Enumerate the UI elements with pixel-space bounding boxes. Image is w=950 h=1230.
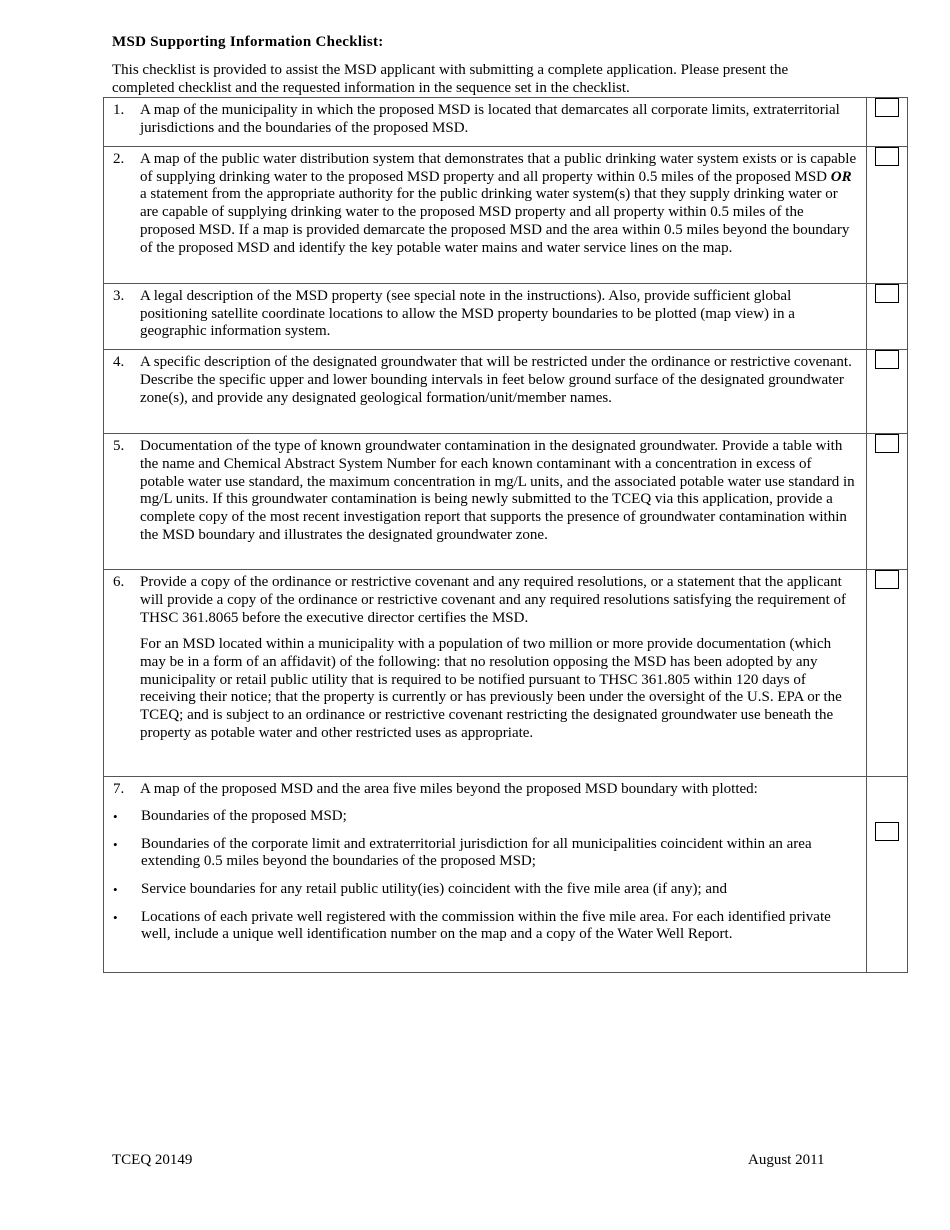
item-cell [104,570,867,777]
bullet-text: Locations of each private well registered with the commission within the five mile area. For each identified private well, include a unique well identification number on the map and a copy of the Water Well Report. [141,908,831,943]
or-emphasis: OR [830,168,852,185]
footer-form-id: TCEQ 20149 [112,1152,193,1168]
checkbox-item-7[interactable] [875,822,899,841]
checklist-table [103,97,908,973]
checkbox-cell [867,147,908,284]
item-number: 5. [113,438,125,455]
item-cell [104,434,867,570]
checkbox-cell [867,98,908,147]
intro-paragraph: This checklist is provided to assist the MSD applicant with submitting a complete application. Please present the completed checklist and the requested information in the sequence set in the checklist. [112,62,789,96]
footer-date: August 2011 [748,1152,825,1168]
item-text: A map of the proposed MSD and the area five miles beyond the proposed MSD boundary with plotted: [140,781,758,798]
checkbox-item-6[interactable] [875,570,899,589]
checkbox-cell [867,570,908,777]
checkbox-item-5[interactable] [875,434,899,453]
checkbox-cell [867,777,908,973]
bullet-text: Service boundaries for any retail public utility(ies) coincident with the five mile area (if any); and [141,880,728,897]
bullet-text: Boundaries of the proposed MSD; [141,807,347,824]
checklist-row-7 [104,777,908,973]
bullet-icon: • [113,881,118,897]
item-text: Documentation of the type of known groundwater contamination in the designated groundwater. Provide a table with the name and Chemical Abstract System Number for each known contaminant with a concentration in excess of potable water use standard, the maximum concentration in mg/L units, and the associated potable water use standard in mg/L units. If this groundwater contamination is being newly submitted to the TCEQ via this application, provide a complete copy of the most recent investigation report that supports the presence of groundwater contamination within the MSD boundary and illustrates the designated groundwater zone. [140,438,855,543]
item-number: 7. [113,781,125,798]
checklist-row-5 [104,434,908,570]
checkbox-cell [867,434,908,570]
checklist-row-4 [104,350,908,434]
item-number: 2. [113,151,125,167]
checklist-row-1 [104,98,908,147]
item-text-part-a: A map of the public water distribution system that demonstrates that a public drinking water system exists or is capable of supplying drinking water to the proposed MSD property and all property within 0.5 miles of the proposed MSD [140,151,857,185]
item-number: 3. [113,288,125,304]
checkbox-cell [867,284,908,350]
checkbox-item-2[interactable] [875,147,899,166]
item-number: 1. [113,102,125,118]
item-cell [104,284,867,350]
item-text: A specific description of the designated groundwater that will be restricted under the ordinance or restrictive covenant. Describe the specific upper and lower bounding intervals in feet below ground surface of the designated groundwater zone(s), and provide any designated geological formation/unit/member names. [140,354,852,406]
item-cell [104,350,867,434]
item-cell [104,98,867,147]
item-text-secondary: For an MSD located within a municipality with a population of two million or more provide documentation (which may be in a form of an affidavit) of the following: that no resolution opposing the MSD has been adopted by any municipality or retail public utility that is required to be notified pursuant to THSC 361.805 within 120 days of receiving their notice; that the property is currently or has previously been under the oversight of the U.S. EPA or the TCEQ; and is subject to an ordinance or restrictive covenant restricting the designated groundwater use beneath the property as potable water and other restricted uses as appropriate. [140,636,842,741]
item-cell [104,147,867,284]
page-title: MSD Supporting Information Checklist: [112,34,384,50]
checklist-row-6 [104,570,908,777]
item-text: A map of the municipality in which the proposed MSD is located that demarcates all corporate limits, extraterritorial jurisdictions and the boundaries of the proposed MSD. [140,102,840,136]
item-cell [104,777,867,973]
bullet-list [113,808,858,944]
bullet-icon: • [113,808,118,824]
checkbox-item-3[interactable] [875,284,899,303]
bullet-text: Boundaries of the corporate limit and extraterritorial jurisdiction for all municipalities coincident within an area extending 0.5 miles beyond the boundaries of the proposed MSD; [141,835,812,870]
checklist-row-2 [104,147,908,284]
checkbox-item-4[interactable] [875,350,899,369]
item-text: Provide a copy of the ordinance or restrictive covenant and any required resolutions, or a statement that the applicant will provide a copy of the ordinance or restrictive covenant and any required resolutions satisfying the requirement of THSC 361.8065 before the executive director certifies the MSD. [140,574,847,626]
bullet-item [113,808,858,826]
checkbox-cell [867,350,908,434]
bullet-item [113,881,858,899]
item-text: A legal description of the MSD property (see special note in the instructions). Also, provide sufficient global positioning satellite coordinate locations to allow the MSD property boundaries to be plotted (map view) in a geographic information system. [140,288,795,340]
bullet-item [113,909,858,944]
bullet-icon: • [113,836,118,852]
checklist-row-3 [104,284,908,350]
item-number: 4. [113,354,125,371]
bullet-item [113,836,858,871]
item-text [140,151,858,257]
item-text-part-b: a statement from the appropriate authority for the public drinking water system(s) that they supply drinking water or are capable of supplying drinking water to the proposed MSD property and all property within 0.5 miles of the proposed MSD. If a map is provided demarcate the proposed MSD and the area within 0.5 miles beyond the boundary of the proposed MSD and identify the key potable water mains and water service lines on the map. [140,186,850,256]
checkbox-item-1[interactable] [875,98,899,117]
bullet-icon: • [113,909,118,925]
item-number: 6. [113,574,125,591]
